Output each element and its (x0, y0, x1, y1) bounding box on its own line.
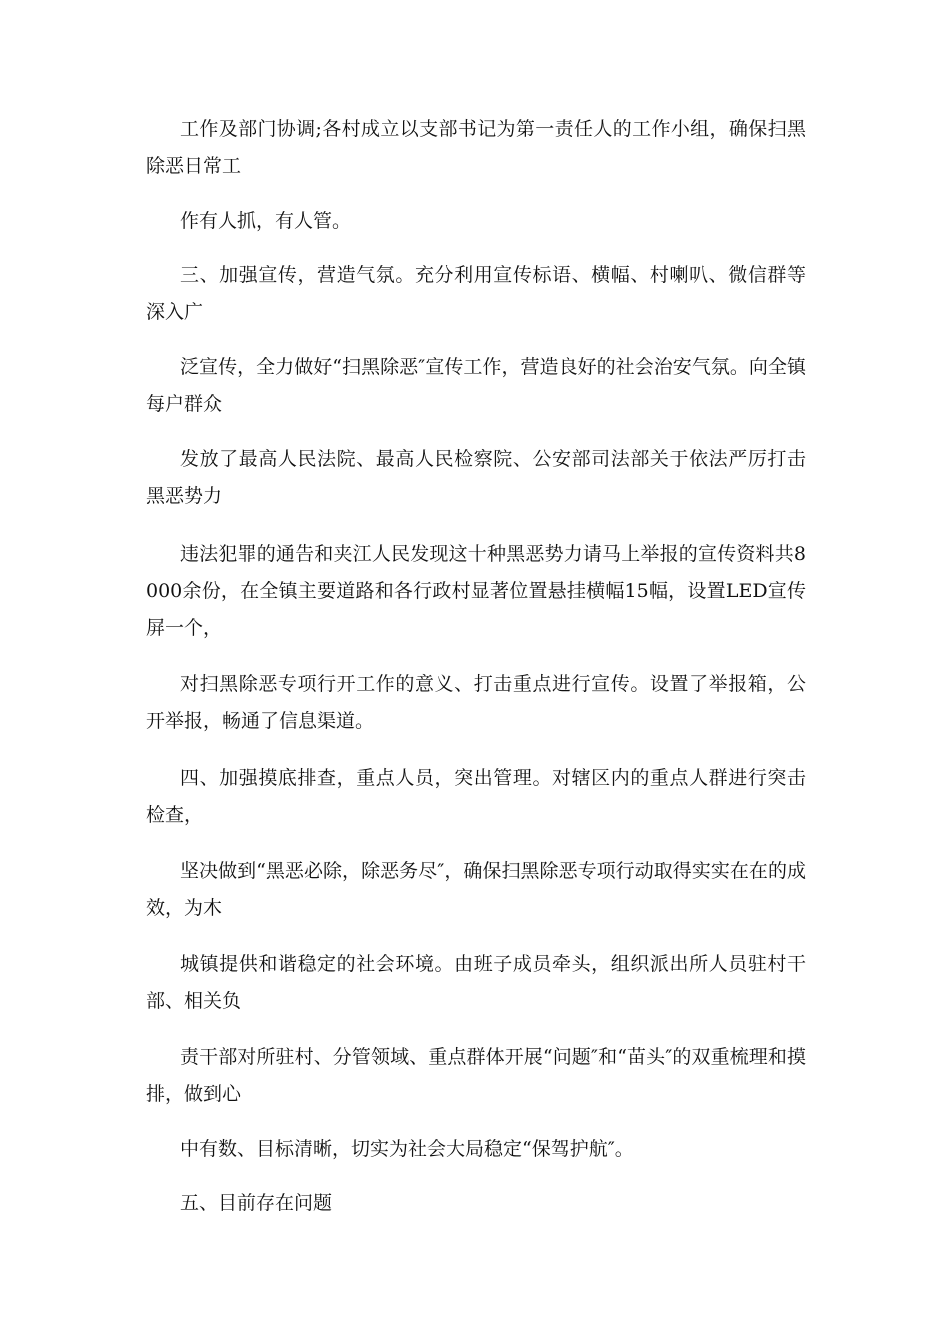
section-heading: 五、目前存在问题 (180, 1192, 333, 1214)
paragraph: 工作及部门协调;各村成立以支部书记为第一责任人的工作小组，确保扫黑除恶日常工 (146, 118, 806, 177)
paragraph: 责干部对所驻村、分管领域、重点群体开展“问题″和“苗头″的双重梳理和摸排，做到心 (146, 1046, 806, 1105)
paragraph: 三、加强宣传，营造气氛。充分利用宣传标语、横幅、村喇叭、微信群等深入广 (146, 264, 806, 323)
paragraph: 对扫黑除恶专项行开工作的意义、打击重点进行宣传。设置了举报箱，公开举报，畅通了信息渠道。 (146, 673, 806, 732)
paragraph: 违法犯罪的通告和夹江人民发现这十种黑恶势力请马上举报的宣传资料共8000余份，在全镇主要道路和各行政村显著位置悬挂横幅15幅，设置LED宣传屏一个， (146, 543, 806, 639)
paragraph: 城镇提供和谐稳定的社会环境。由班子成员牵头，组织派出所人员驻村干部、相关负 (146, 953, 806, 1012)
paragraph: 中有数、目标清晰，切实为社会大局稳定“保驾护航″。 (180, 1138, 634, 1160)
paragraph: 坚决做到“黑恶必除，除恶务尽″，确保扫黑除恶专项行动取得实实在在的成效，为木 (146, 860, 806, 919)
paragraph: 作有人抓，有人管。 (180, 210, 352, 232)
paragraph: 发放了最高人民法院、最高人民检察院、公安部司法部关于依法严厉打击黑恶势力 (146, 448, 806, 507)
paragraph: 泛宣传，全力做好“扫黑除恶″宣传工作，营造良好的社会治安气氛。向全镇每户群众 (146, 356, 806, 415)
paragraph: 四、加强摸底排查，重点人员，突出管理。对辖区内的重点人群进行突击检查， (146, 767, 806, 826)
